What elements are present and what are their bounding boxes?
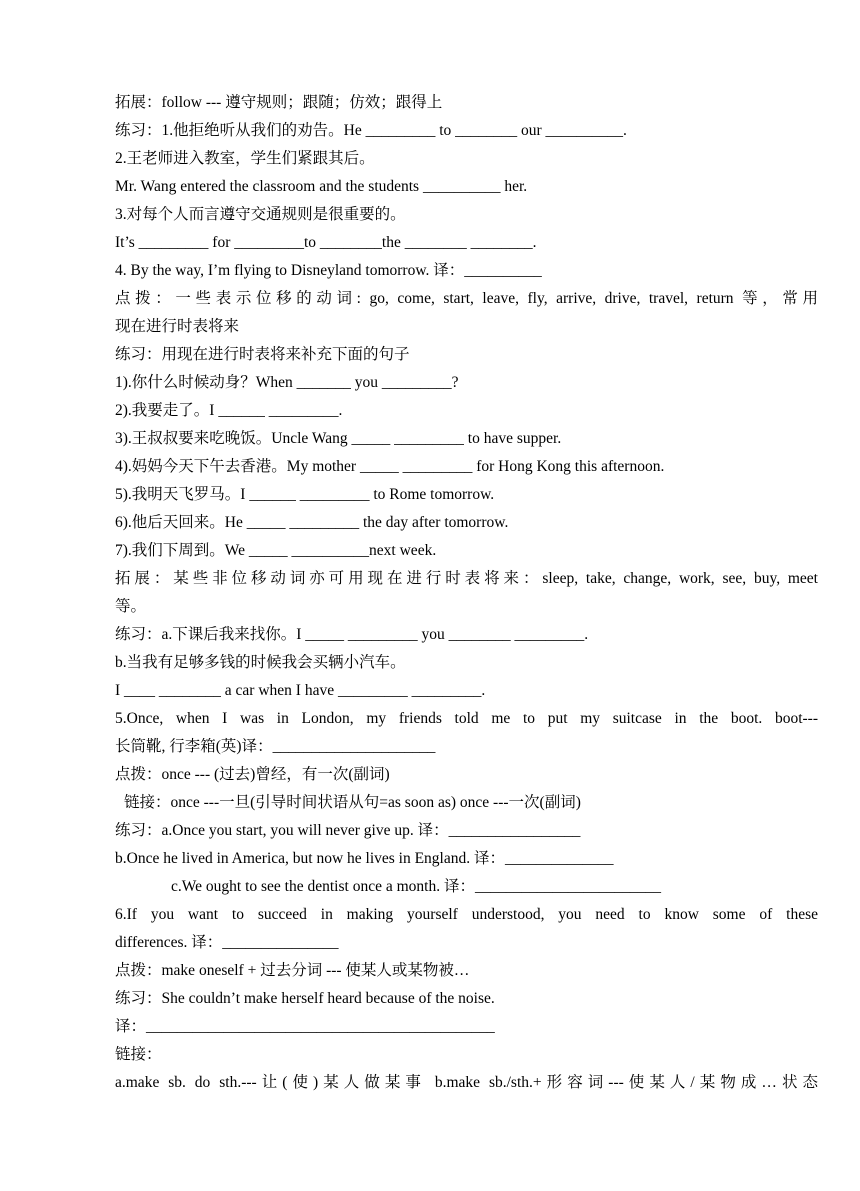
text-line: 链接： [115,1046,162,1063]
text-line: 1).你什么时候动身？When _______ you _________? [115,374,459,391]
text-line: 6.If you want to succeed in making yourself understood, you need to know some of these [115,906,818,923]
text-line: 4. By the way, I’m flying to Disneyland tomorrow. 译：__________ [115,262,542,279]
text-line: 拓展：follow --- 遵守规则；跟随；仿效；跟得上 [115,94,443,111]
text-line: 点拨：once --- (过去)曾经，有一次(副词) [115,766,390,783]
text-line: 2.王老师进入教室，学生们紧跟其后。 [115,150,375,167]
text-line: 长筒靴, 行李箱(英)译：_____________________ [115,738,436,755]
text-line: 3).王叔叔要来吃晚饭。Uncle Wang _____ _________ to have supper. [115,430,562,447]
text-line: Mr. Wang entered the classroom and the students __________ her. [115,178,528,195]
text-line: 练习：a.下课后我来找你。I _____ _________ you ________ _________. [115,626,589,643]
text-line: 点拨：一些表示位移的动词: go, come, start, leave, fly, arrive, drive, travel, return 等，常用 [115,290,818,307]
text-line: It’s _________ for _________to ________the ________ ________. [115,234,537,251]
text-line: 现在进行时表将来 [115,318,240,335]
text-line: b.Once he lived in America, but now he lives in England. 译：______________ [115,850,614,867]
text-line: 6).他后天回来。He _____ _________ the day after tomorrow. [115,514,509,531]
text-line: c.We ought to see the dentist once a month. 译：________________________ [171,878,661,895]
text-line: 等。 [115,598,147,615]
text-line: b.当我有足够多钱的时候我会买辆小汽车。 [115,654,406,671]
text-line: 点拨：make oneself + 过去分词 --- 使某人或某物被… [115,962,470,979]
text-line: 链接：once ---一旦(引导时间状语从句=as soon as) once ---一次(副词) [124,794,581,811]
text-line: 拓展：某些非位移动词亦可用现在进行时表将来：sleep, take, change, work, see, buy, meet [115,570,818,587]
text-line: 译：_____________________________________________ [115,1018,495,1035]
document-page [115,89,818,1097]
text-line: 7).我们下周到。We _____ __________next week. [115,542,437,559]
text-line: I ____ ________ a car when I have _________ _________. [115,682,486,699]
text-line: 练习：用现在进行时表将来补充下面的句子 [115,346,410,363]
text-line: 5.Once, when I was in London, my friends told me to put my suitcase in the boot. boot--- [115,710,818,727]
text-line: 练习：a.Once you start, you will never give up. 译：_________________ [115,822,581,839]
text-line: a.make sb. do sth.---让(使)某人做某事 b.make sb./sth.+形容词---使某人/某物成…状态 [115,1074,818,1091]
text-line: 5).我明天飞罗马。I ______ _________ to Rome tomorrow. [115,486,495,503]
text-line: differences. 译：_______________ [115,934,339,951]
text-line: 练习：She couldn’t make herself heard because of the noise. [115,990,495,1007]
text-line: 3.对每个人而言遵守交通规则是很重要的。 [115,206,406,223]
text-line: 练习：1.他拒绝听从我们的劝告。He _________ to ________ our __________. [115,122,627,139]
text-line: 4).妈妈今天下午去香港。My mother _____ _________ for Hong Kong this afternoon. [115,458,665,475]
text-line: 2).我要走了。I ______ _________. [115,402,343,419]
